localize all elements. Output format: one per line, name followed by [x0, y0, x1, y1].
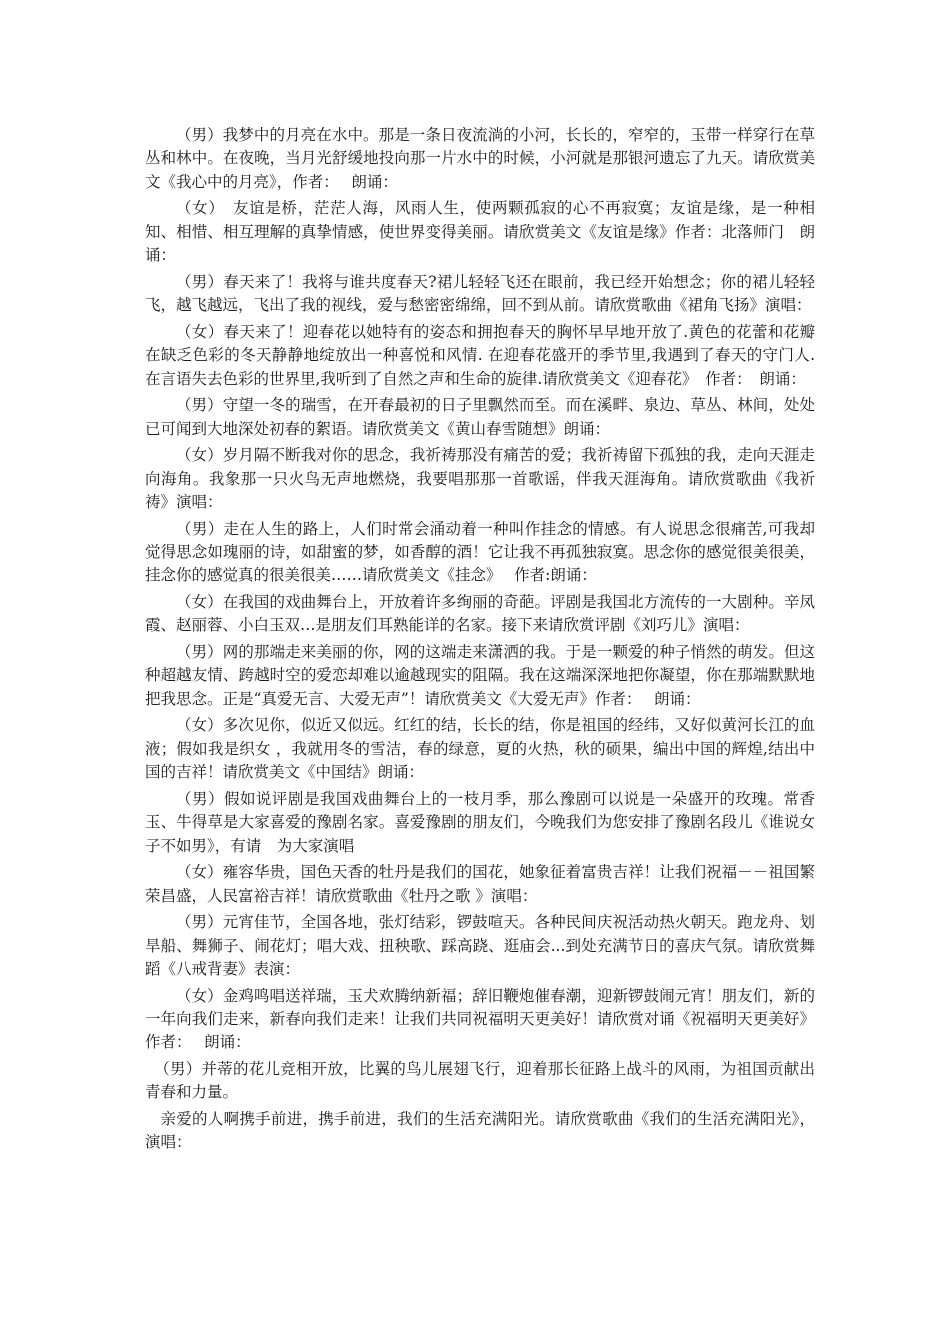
paragraph-13: （男）元宵佳节，全国各地，张灯结彩，锣鼓喧天。各种民间庆祝活动热火朝天。跑龙舟、划旱船、舞狮子、闹花灯；唱大戏、扭秧歌、踩高跷、逛庙会...到处充满节日的喜庆气氛。请欣赏舞蹈《八戒背妻》表演： — [145, 913, 815, 979]
paragraph-11: （男）假如说评剧是我国戏曲舞台上的一枝月季，那么豫剧可以说是一朵盛开的玫瑰。常香玉、牛得草是大家喜爱的豫剧名家。喜爱豫剧的朋友们，今晚我们为您安排了豫剧名段儿《谁说女子不如男》，有请 为大家演唱 — [145, 789, 815, 855]
paragraph-2: （女） 友谊是桥，茫茫人海，风雨人生，使两颗孤寂的心不再寂寞；友谊是缘，是一种相知、相惜、相互理解的真挚情感，使世界变得美丽。请欣赏美文《友谊是缘》作者：北落师门 朗诵： — [145, 199, 815, 265]
paragraph-12: （女）雍容华贵，国色天香的牡丹是我们的国花，她象征着富贵吉祥！让我们祝福－－祖国繁荣昌盛，人民富裕吉祥！请欣赏歌曲《牡丹之歌 》演唱： — [145, 863, 815, 905]
paragraph-15: （男）并蒂的花儿竞相开放，比翼的鸟儿展翅飞行，迎着那长征路上战斗的风雨，为祖国贡献出青春和力量。 — [145, 1060, 815, 1102]
paragraph-7: （男）走在人生的路上，人们时常会涌动着一种叫作挂念的情感。有人说思念很痛苦,可我却觉得思念如瑰丽的诗，如甜蜜的梦，如香醇的酒！它让我不再孤独寂寞。思念你的感觉很美很美，挂念你的感觉真的很美很美……请欣赏美文《挂念》 作者:朗诵： — [145, 519, 815, 585]
paragraph-3: （男）春天来了！我将与谁共度春天?裙儿轻轻飞还在眼前，我已经开始想念；你的裙儿轻轻飞，越飞越远，飞出了我的视线，爱与愁密密绵绵，回不到从前。请欣赏歌曲《裙角飞扬》演唱： — [145, 272, 815, 315]
paragraph-4: （女）春天来了！迎春花以她特有的姿态和拥抱春天的胸怀早早地开放了.黄色的花蕾和花瓣在缺乏色彩的冬天静静地绽放出一种喜悦和风情. 在迎春花盛开的季节里,我遇到了春天的守门人.在言语失去色彩的世界里,我听到了自然之声和生命的旋律.请欣赏美文《迎春花》 作者： 朗诵： — [145, 322, 815, 388]
paragraph-6: （女）岁月隔不断我对你的思念，我祈祷那没有痛苦的爱；我祈祷留下孤独的我，走向天涯走向海角。我象那一只火鸟无声地燃烧，我要唱那那一首歌谣，伴我天涯海角。请欣赏歌曲《我祈祷》演唱： — [145, 446, 815, 512]
paragraph-5: （男）守望一冬的瑞雪，在开春最初的日子里飘然而至。而在溪畔、泉边、草丛、林间，处处已可闻到大地深处初春的絮语。请欣赏美文《黄山春雪随想》朗诵： — [145, 396, 815, 438]
document-body — [145, 124, 815, 1158]
paragraph-9: （男）网的那端走来美丽的你，网的这端走来潇洒的我。于是一颗爱的种子悄然的萌发。但这种超越友情、跨越时空的爱恋却难以逾越现实的阻隔。我在这端深深地把你凝望，你在那端默默地把我思念。正是“真爱无言、大爱无声”！请欣赏美文《大爱无声》作者： 朗诵： — [145, 643, 815, 708]
paragraph-8: （女）在我国的戏曲舞台上，开放着许多绚丽的奇葩。评剧是我国北方流传的一大剧种。辛凤霞、赵丽蓉、小白玉双…是朋友们耳熟能详的名家。接下来请欣赏评剧《刘巧儿》演唱： — [145, 593, 815, 635]
paragraph-14: （女）金鸡鸣唱送祥瑞，玉犬欢腾纳新福；辞旧鞭炮催春潮，迎新锣鼓闹元宵！朋友们，新的一年向我们走来，新春向我们走来！让我们共同祝福明天更美好！请欣赏对诵《祝福明天更美好》作者： 朗诵： — [145, 986, 815, 1052]
paragraph-1: （男）我梦中的月亮在水中。那是一条日夜流淌的小河，长长的，窄窄的，玉带一样穿行在草丛和林中。在夜晚，当月光舒缓地投向那一片水中的时候，小河就是那银河遗忘了九天。请欣赏美文《我心中的月亮》，作者： 朗诵： — [145, 126, 815, 191]
paragraph-16: 亲爱的人啊携手前进，携手前进，我们的生活充满阳光。请欣赏歌曲《我们的生活充满阳光》，演唱： — [145, 1110, 815, 1152]
paragraph-10: （女）多次见你，似近又似远。红红的结，长长的结，你是祖国的经纬，又好似黄河长江的血液；假如我是织女 ，我就用冬的雪洁，春的绿意，夏的火热，秋的硕果，编出中国的辉煌,结出中国的吉祥！请欣赏美文《中国结》朗诵： — [145, 716, 815, 782]
